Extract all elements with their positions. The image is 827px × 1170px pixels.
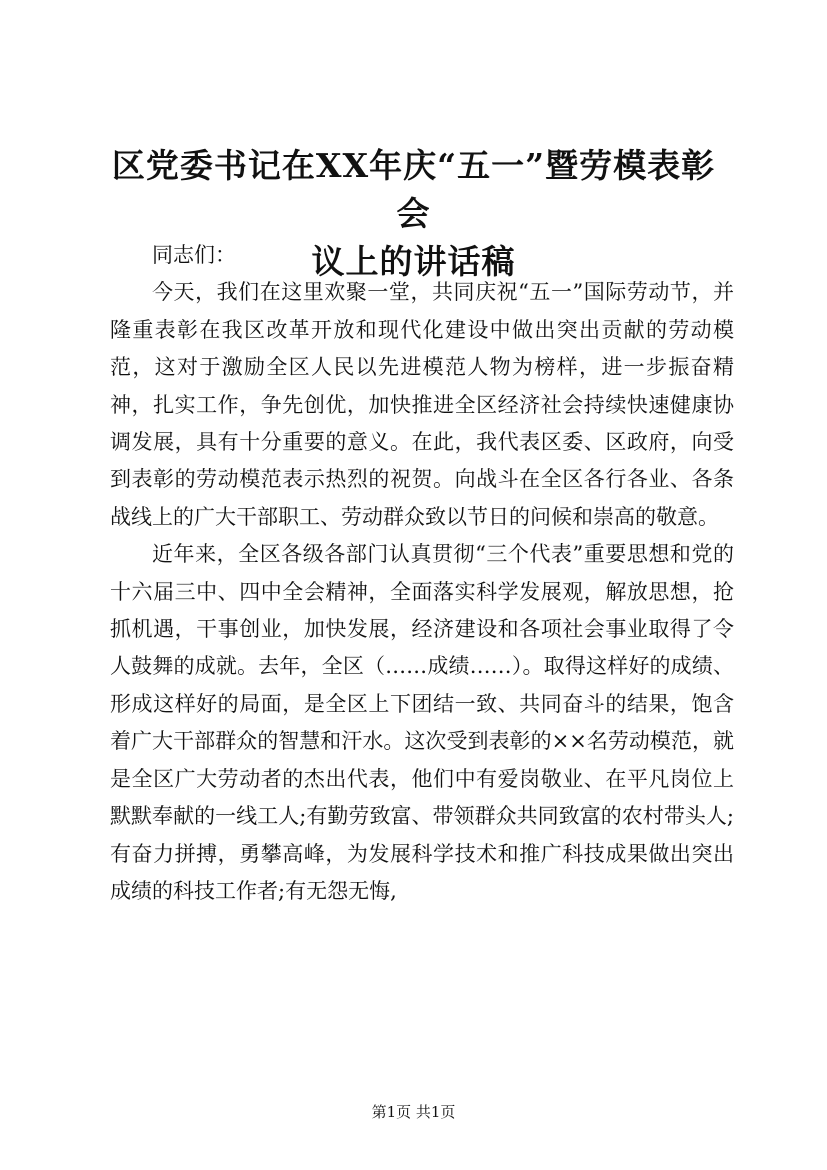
title-line-1: 区党委书记在XX年庆“五一”暨劳模表彰会 [111,146,716,233]
document-body [110,237,734,910]
paragraph-1: 今天，我们在这里欢聚一堂，共同庆祝“五一”国际劳动节，并隆重表彰在我区改革开放和现代化建设中做出突出贡献的劳动模范，这对于激励全区人民以先进模范人物为榜样，进一步振奋精神，扎实工作，争先创优，加快推进全区经济社会持续快速健康协调发展，具有十分重要的意义。在此，我代表区委、区政府，向受到表彰的劳动模范表示热烈的祝贺。向战斗在全区各行各业、各条战线上的广大干部职工、劳动群众致以节日的问候和崇高的敬意。 [110,280,734,529]
title-line-2: 议上的讲话稿 [311,242,516,281]
salutation: 同志们： [152,243,236,267]
paragraph-2: 近年来，全区各级各部门认真贯彻“三个代表”重要思想和党的十六届三中、四中全会精神，全面落实科学发展观，解放思想，抢抓机遇，干事创业，加快发展，经济建设和各项社会事业取得了令人鼓舞的成就。去年，全区（……成绩……）。取得这样好的成绩、形成这样好的局面，是全区上下团结一致、共同奋斗的结果，饱含着广大干部群众的智慧和汗水。这次受到表彰的××名劳动模范，就是全区广大劳动者的杰出代表，他们中有爱岗敬业、在平凡岗位上默默奉献的一线工人;有勤劳致富、带领群众共同致富的农村带头人;有奋力拼搏，勇攀高峰，为发展科学技术和推广科技成果做出突出成绩的科技工作者;有无怨无悔, [110,542,734,903]
page-footer: 第1页 共1页 [371,1103,456,1121]
